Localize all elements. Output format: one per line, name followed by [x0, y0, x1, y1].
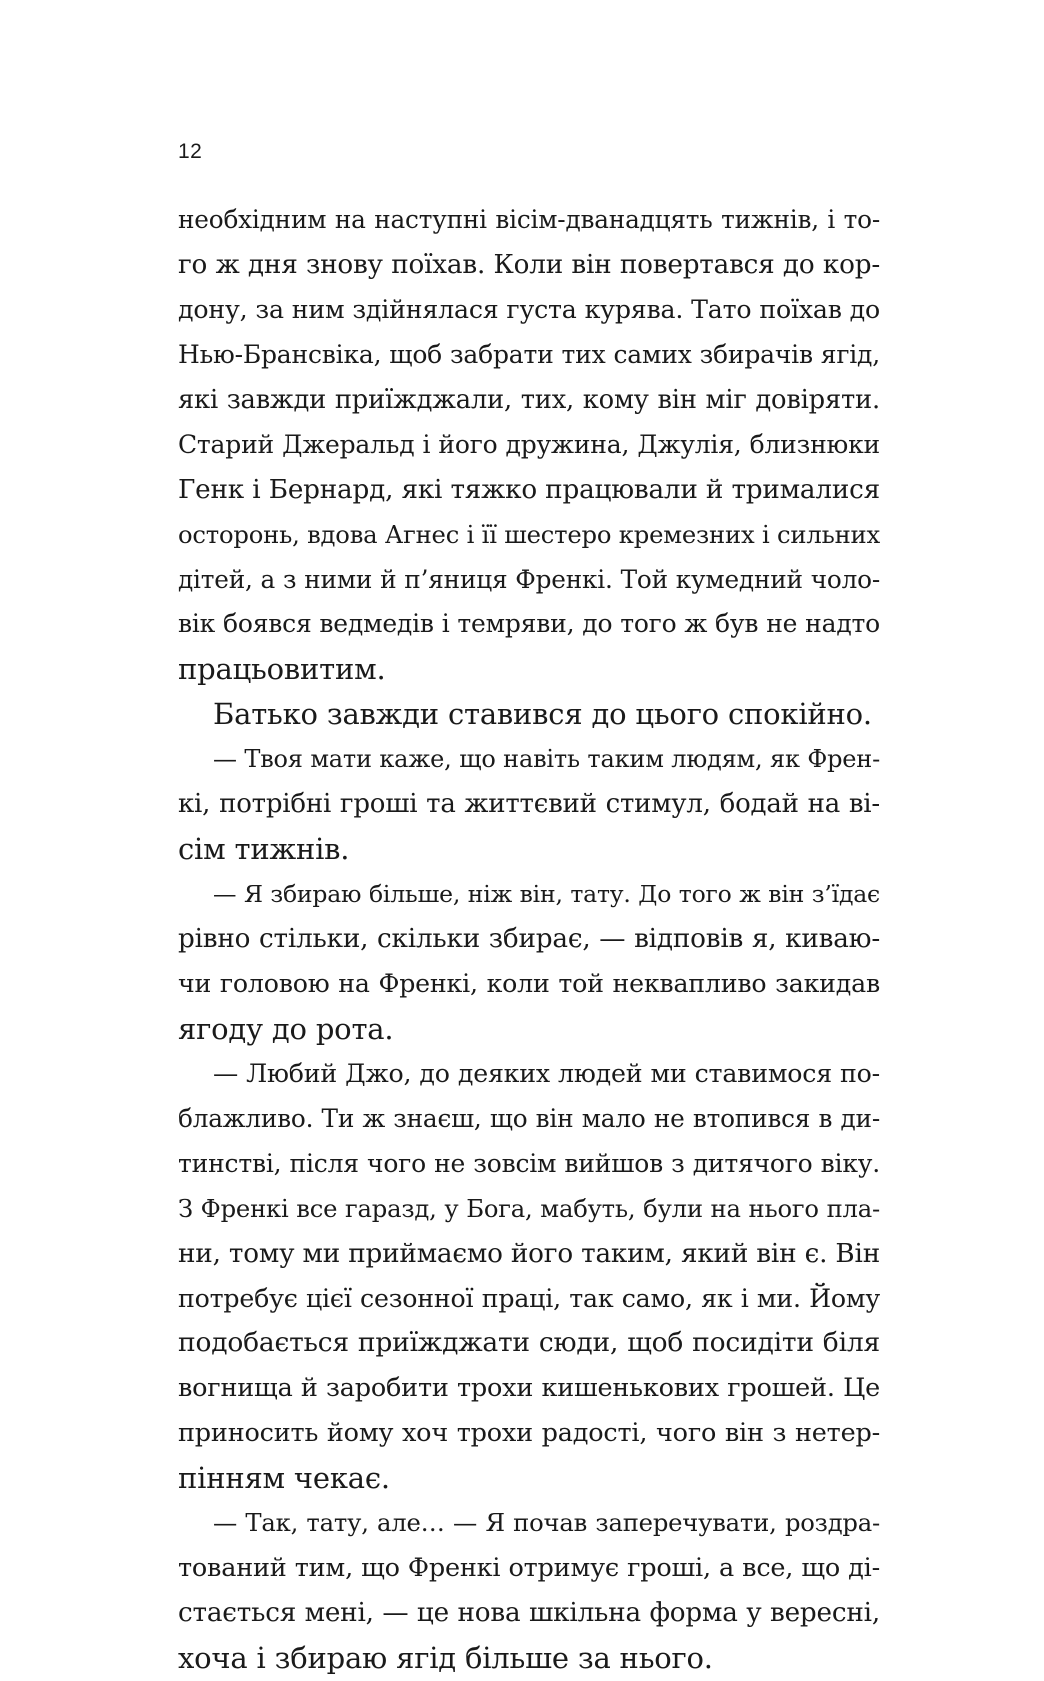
text-line: З Френкі все гаразд, у Бога, мабуть, були на нього пла- — [178, 1193, 880, 1223]
text-line: тований тим, що Френкі отримує гроші, а все, що ді- — [178, 1553, 880, 1584]
text-line: працьовитим. — [178, 652, 386, 687]
text-line: кі, потрібні гроші та життєвий стимул, бодай на ві- — [178, 789, 880, 820]
text-line: Нью-Брансвіка, щоб забрати тих самих збирачів ягід, — [178, 339, 880, 369]
text-line: осторонь, вдова Агнес і її шестеро кремезних і сильних — [178, 519, 880, 549]
text-line: вік боявся ведмедів і темряви, до того ж був не надто — [178, 609, 880, 639]
text-line: Старий Джеральд і його дружина, Джулія, близнюки — [178, 429, 880, 459]
text-line: ни, тому ми приймаємо його таким, який він є. Він — [178, 1238, 880, 1269]
text-line: рівно стільки, скільки збирає, — відповів я, киваю- — [178, 924, 880, 954]
text-line: го ж дня знову поїхав. Коли він повертався до кор- — [178, 249, 880, 280]
text-line: Батько завжди ставився до цього спокійно. — [213, 697, 872, 732]
text-line: чи головою на Френкі, коли той неквапливо закидав — [178, 968, 880, 998]
text-line: дітей, а з ними й п’яниця Френкі. Той кумедний чоло- — [178, 564, 880, 594]
text-line: подобається приїжджати сюди, щоб посидіти біля — [178, 1327, 880, 1359]
body-text — [178, 198, 880, 1681]
text-line: Генк і Бернард, які тяжко працювали й трималися — [178, 474, 880, 505]
text-line: які завжди приїжджали, тих, кому він міг довіряти. — [178, 384, 880, 415]
text-line: дону, за ним здійнялася густа курява. Тато поїхав до — [178, 294, 880, 324]
text-line: ягоду до рота. — [178, 1011, 394, 1046]
text-line: — Я збираю більше, ніж він, тату. До того ж він з’їдає — [213, 880, 880, 909]
text-line: вогнища й заробити трохи кишенькових грошей. Це — [178, 1373, 880, 1404]
text-line: потребує цієї сезонної праці, так само, як і ми. Йому — [178, 1283, 880, 1313]
text-line: стається мені, — це нова шкільна форма у вересні, — [178, 1598, 880, 1629]
text-line: сім тижнів. — [178, 832, 350, 867]
text-line: хоча і збираю ягід більше за нього. — [178, 1641, 713, 1675]
text-line: тинстві, після чого не зовсім вийшов з дитячого віку. — [178, 1148, 880, 1178]
text-line: пінням чекає. — [178, 1461, 390, 1496]
page-number: 12 — [178, 140, 203, 163]
text-line: приносить йому хоч трохи радості, чого він з нетер- — [178, 1418, 880, 1449]
text-line: — Так, тату, але… — Я почав заперечувати, роздра- — [213, 1508, 880, 1538]
text-line: — Любий Джо, до деяких людей ми ставимося по- — [213, 1058, 880, 1088]
text-line: необхідним на наступні вісім-дванадцять тижнів, і то- — [178, 205, 880, 234]
text-line: блажливо. Ти ж знаєш, що він мало не втопився в ди- — [178, 1103, 880, 1133]
text-line: — Твоя мати каже, що навіть таким людям, як Френ- — [213, 745, 880, 774]
